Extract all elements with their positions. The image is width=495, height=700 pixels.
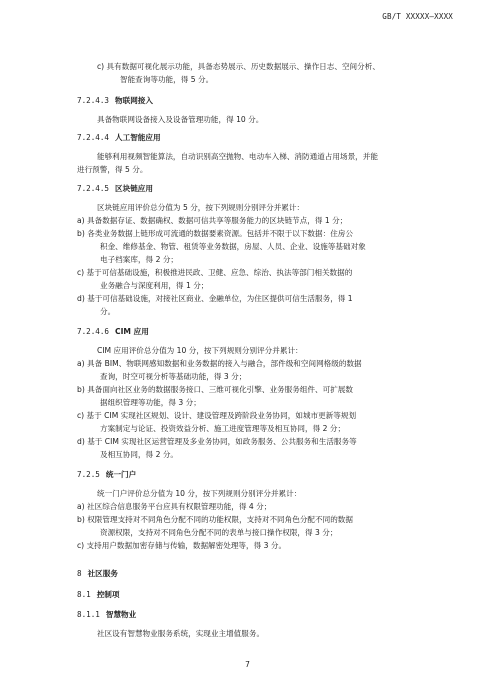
list-item-c-line1: c) 基于 CIM 实现社区规划、设计、建设管理及跨阶段业务协同，如城市更新等规划 <box>77 411 357 420</box>
section-title: 物联网接入 <box>115 96 153 105</box>
section-number: 7.2.4.4 <box>77 133 110 142</box>
doc-code-header: GB/T XXXXX—XXXX <box>382 12 453 21</box>
list-item-a: a) 社区综合信息服务平台应具有权限管理功能，得 4 分； <box>77 502 272 511</box>
paragraph: 具备物联网设备接入及设备管理功能，得 10 分。 <box>97 115 264 124</box>
list-item-d-line1: d) 基于可信基础设施，对接社区商业、金融单位，为住区提供可信生活服务，得 1 <box>77 294 353 303</box>
list-item-c-line1: c) 基于可信基础设施，积极推进民政、卫健、应急、综治、执法等部门相关数据的 <box>77 268 353 277</box>
list-item-b-line3: 电子档案库，得 2 分； <box>100 255 179 264</box>
list-item-b-line1: b) 具备面向社区业务的数据服务接口、三维可视化引擎、业务服务组件、可扩展数 <box>77 385 353 394</box>
section-number: 8.1 <box>77 590 91 599</box>
section-number: 8.1.1 <box>77 610 100 619</box>
list-item-a: a) 具备数据存证、数据确权、数据可信共享等服务能力的区块链节点，得 1 分； <box>77 216 348 225</box>
list-item-d-line1: d) 基于 CIM 实现社区运营管理及多业务协同，如政务服务、公共服务和生活服务等 <box>77 437 357 446</box>
section-number: 8 <box>77 569 82 578</box>
list-item-b-line1: b) 各类业务数据上链形成可流通的数据要素资源。包括并不限于以下数据：住房公 <box>77 229 353 238</box>
list-item-b-line2: 积金、维修基金、物管、租赁等业务数据，房屋、人员、企业、设施等基础对象 <box>100 242 366 251</box>
heading-7-2-4-4 <box>77 133 161 143</box>
section-title: 智慧物业 <box>105 610 137 619</box>
list-item-b-line1: b) 权限管理支持对不同角色分配不同的功能权限，支持对不同角色分配不同的数据 <box>77 515 353 524</box>
heading-7-2-5 <box>77 470 136 480</box>
list-item-c-line2: 业务融合与深度利用，得 1 分； <box>100 281 209 290</box>
heading-7-2-4-5 <box>77 184 153 194</box>
section-title: CIM 应用 <box>115 327 149 336</box>
section-title: 统一门户 <box>105 470 137 479</box>
paragraph-line2: 进行预警，得 5 分。 <box>77 165 148 174</box>
section-number: 7.2.4.3 <box>77 96 110 105</box>
section-title: 控制项 <box>96 590 120 599</box>
section-title: 人工智能应用 <box>115 133 161 142</box>
list-item-d-line2: 分。 <box>100 307 116 316</box>
heading-7-2-4-6 <box>77 327 149 337</box>
section-number: 7.2.4.6 <box>77 327 110 336</box>
section-number: 7.2.4.5 <box>77 184 110 193</box>
section-title: 社区服务 <box>87 569 118 578</box>
section-title: 区块链应用 <box>115 184 153 193</box>
paragraph-line1: 能够利用视频智能算法，自动识别高空抛物、电动车入梯、消防通道占用场景，并能 <box>97 152 378 161</box>
heading-8-1 <box>77 590 120 600</box>
list-item-c-line2: 方案制定与论证、投资效益分析、施工进度管理等及相互协同，得 2 分； <box>100 424 346 433</box>
item-c-line2: 智能查询等功能，得 5 分。 <box>120 75 214 84</box>
list-item-b-line2: 据组织管理等功能，得 3 分； <box>100 398 201 407</box>
paragraph: 区块链应用评价总分值为 5 分，按下列规则分别评分并累计： <box>97 203 305 212</box>
list-item-b-line2: 资源权限，支持对不同角色分配不同的表单与接口操作权限，得 3 分； <box>100 528 338 537</box>
heading-7-2-4-3 <box>77 96 153 106</box>
paragraph: 社区设有智慧物业服务系统，实现业主增值服务。 <box>97 629 265 638</box>
item-c-line1: c) 具有数据可视化展示功能，具备态势展示、历史数据展示、操作日志、空间分析、 <box>97 62 380 71</box>
list-item-c: c) 支持用户数据加密存储与传输，数据解密处理等，得 3 分。 <box>77 541 287 550</box>
heading-8-1-1 <box>77 610 136 620</box>
paragraph: 统一门户评价总分值为 10 分，按下列规则分别评分并累计： <box>97 489 302 498</box>
paragraph: CIM 应用评价总分值为 10 分，按下列规则分别评分并累计： <box>97 346 303 355</box>
heading-8 <box>77 569 118 579</box>
list-item-a-line2: 查询，时空可视分析等基础功能，得 3 分； <box>100 372 247 381</box>
page-number: 7 <box>245 660 250 669</box>
list-item-a-line1: a) 具备 BIM、物联网感知数据和业务数据的接入与融合，部件级和空间网格级的数据 <box>77 359 362 368</box>
section-number: 7.2.5 <box>77 470 100 479</box>
list-item-d-line2: 及相互协同，得 2 分。 <box>100 450 179 459</box>
